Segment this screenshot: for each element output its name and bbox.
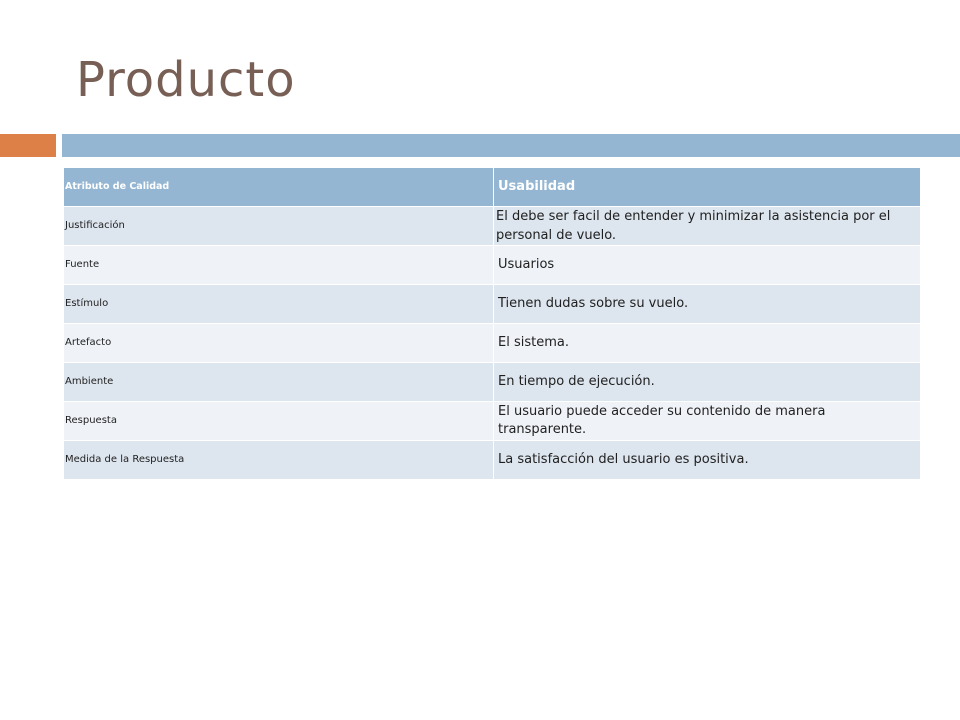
value-cell: El sistema. [494, 323, 921, 362]
accent-bar-blue [62, 134, 960, 157]
table-row [64, 206, 920, 245]
table-row [64, 284, 920, 323]
accent-bar-orange [0, 134, 56, 157]
attribute-cell: Justificación [64, 206, 494, 245]
header-value-cell: Usabilidad [494, 168, 921, 206]
value-cell: El debe ser facil de entender y minimizar la asistencia por el personal de vuelo. [494, 206, 921, 245]
quality-attribute-table [64, 168, 920, 480]
table-row [64, 323, 920, 362]
attribute-cell: Artefacto [64, 323, 494, 362]
value-cell: Tienen dudas sobre su vuelo. [494, 284, 921, 323]
attribute-cell: Respuesta [64, 401, 494, 440]
value-cell: Usuarios [494, 245, 921, 284]
slide-title: Producto [76, 52, 296, 108]
header-attribute-cell: Atributo de Calidad [64, 168, 494, 206]
value-cell: El usuario puede acceder su contenido de manera transparente. [494, 401, 921, 440]
table-header-row [64, 168, 920, 206]
table-row [64, 401, 920, 440]
value-cell: En tiempo de ejecución. [494, 362, 921, 401]
attribute-cell: Ambiente [64, 362, 494, 401]
attribute-cell: Estímulo [64, 284, 494, 323]
table-row [64, 362, 920, 401]
attribute-cell: Fuente [64, 245, 494, 284]
table-row [64, 245, 920, 284]
value-cell: La satisfacción del usuario es positiva. [494, 440, 921, 479]
attribute-cell: Medida de la Respuesta [64, 440, 494, 479]
table-row [64, 440, 920, 479]
